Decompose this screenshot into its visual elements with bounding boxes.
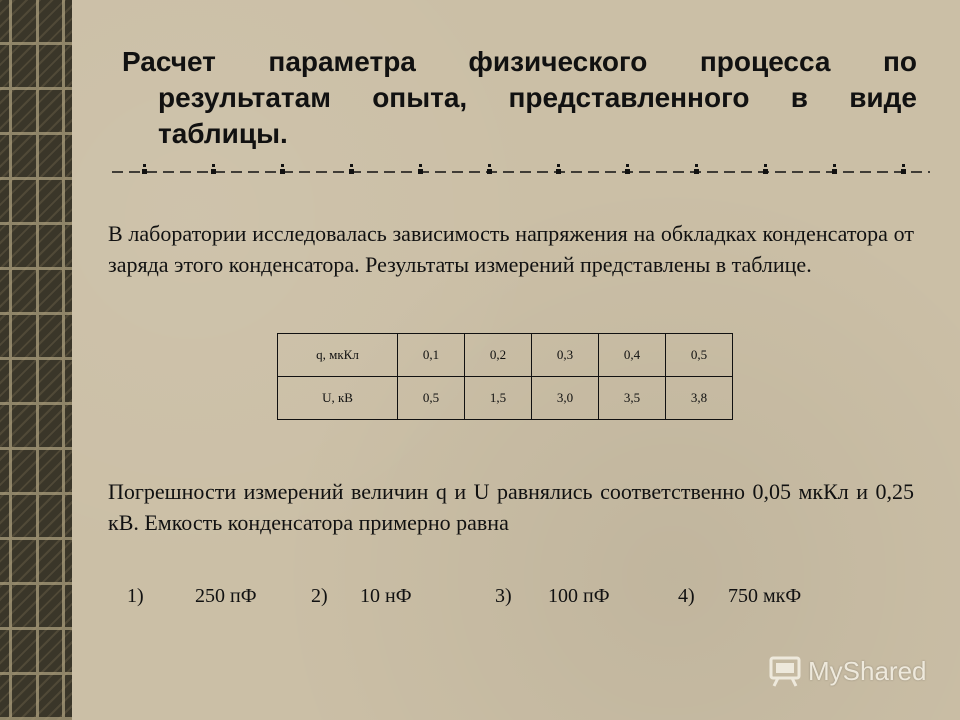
table-row <box>278 334 733 377</box>
slide-title <box>122 44 917 152</box>
table-cell: 3,0 <box>532 377 599 420</box>
title-line-2: результатам опыта, представленного в виде <box>158 82 917 113</box>
table-row <box>278 377 733 420</box>
answer-2-number: 2) <box>311 585 328 607</box>
table-cell: 3,5 <box>599 377 666 420</box>
answer-2-text: 10 нФ <box>360 585 412 607</box>
answer-4-text: 750 мкФ <box>728 585 802 607</box>
measurement-table <box>277 333 733 420</box>
row-label: q, мкКл <box>278 334 398 377</box>
question-paragraph: Погрешности измерений величин q и U равнялись соответственно 0,05 мкКл и 0,25 кВ. Емкость конденсатора примерно равна <box>108 479 914 535</box>
title-line-3: таблицы. <box>158 118 288 149</box>
slideshow-icon <box>768 654 802 688</box>
table-cell: 0,5 <box>398 377 465 420</box>
table-cell: 0,2 <box>465 334 532 377</box>
intro-paragraph: В лаборатории исследовалась зависимость напряжения на обкладках конденсатора от заряда этого конденсатора. Результаты измерений представлены в таблице. <box>108 221 914 277</box>
row-label: U, кВ <box>278 377 398 420</box>
table-cell: 0,1 <box>398 334 465 377</box>
watermark-logo <box>768 654 927 688</box>
answer-3-text: 100 пФ <box>548 585 610 607</box>
table-cell: 1,5 <box>465 377 532 420</box>
table-cell: 0,5 <box>666 334 733 377</box>
answer-4-number: 4) <box>678 585 695 607</box>
answer-1-number: 1) <box>127 585 144 607</box>
dashed-divider <box>112 162 930 178</box>
logo-text: MyShared <box>808 655 927 686</box>
title-line-1: Расчет параметра физического процесса по <box>122 46 917 77</box>
answer-1-text: 250 пФ <box>195 585 257 607</box>
answer-3-number: 3) <box>495 585 512 607</box>
table-cell: 0,3 <box>532 334 599 377</box>
decorative-border <box>0 0 72 720</box>
table-cell: 0,4 <box>599 334 666 377</box>
table-cell: 3,8 <box>666 377 733 420</box>
